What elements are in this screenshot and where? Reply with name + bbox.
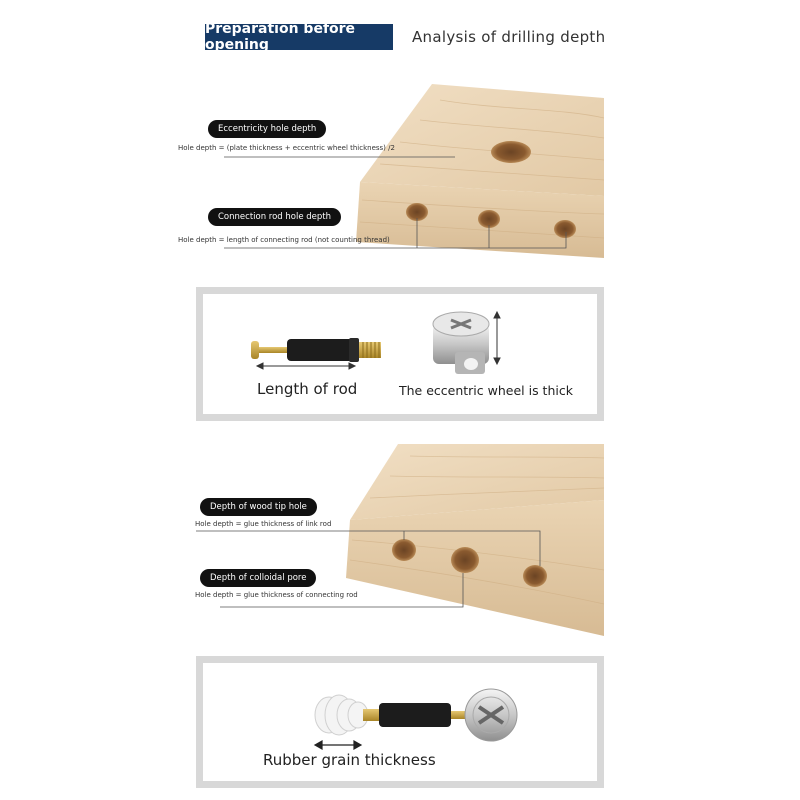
page-title: Analysis of drilling depth (412, 28, 606, 46)
colloidal-hole-icon (451, 547, 479, 573)
rod-hole-formula: Hole depth = length of connecting rod (not counting thread) (178, 236, 390, 244)
hardware-panel-2 (196, 656, 604, 788)
eccentric-hole-icon (491, 141, 531, 163)
connecting-rod-icon (251, 338, 381, 362)
rod-length-arrow-icon (257, 363, 355, 369)
connecting-rod-icon (363, 703, 467, 727)
rubber-thickness-arrow-icon (315, 741, 361, 749)
rod-length-label: Length of rod (257, 380, 358, 398)
eccentric-hole-formula: Hole depth = (plate thickness + eccentric wheel thickness) /2 (178, 144, 395, 152)
colloidal-pore-formula: Hole depth = glue thickness of connecting rod (195, 591, 358, 599)
rubber-dowel-icon (315, 695, 368, 735)
rod-hole-label: Connection rod hole depth (208, 208, 341, 226)
wood-tip-hole-icon (392, 539, 416, 561)
wheel-thickness-label: The eccentric wheel is thick (399, 383, 573, 398)
eccentric-hole-label: Eccentricity hole depth (208, 120, 326, 138)
wood-board-1 (356, 84, 604, 258)
hardware-panel-1 (196, 287, 604, 421)
eccentric-cam-icon (433, 312, 489, 374)
wood-tip-hole-icon (523, 565, 547, 587)
rubber-thickness-label: Rubber grain thickness (263, 751, 436, 769)
wood-tip-hole-label: Depth of wood tip hole (200, 498, 317, 516)
eccentric-cam-icon (465, 689, 517, 741)
section-tag: Preparation before opening (205, 24, 393, 50)
wheel-thickness-arrow-icon (494, 312, 500, 364)
rod-hole-icon (554, 220, 576, 238)
wood-tip-hole-formula: Hole depth = glue thickness of link rod (195, 520, 332, 528)
colloidal-pore-label: Depth of colloidal pore (200, 569, 316, 587)
